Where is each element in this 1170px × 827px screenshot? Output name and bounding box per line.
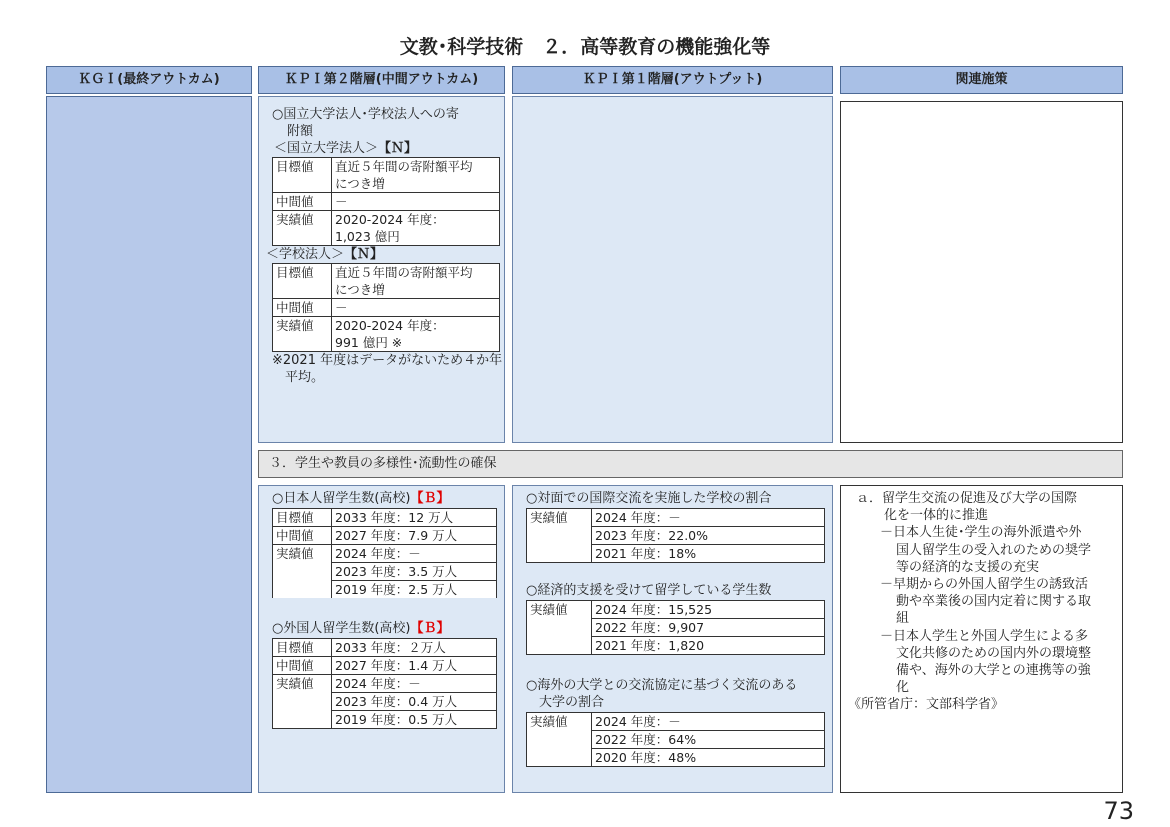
cell-value: 2023 年度：0.4 万人 — [332, 693, 497, 711]
foreign-students-table — [272, 638, 497, 729]
national-univ-table — [272, 157, 500, 246]
school-corp-tag: 【Ｎ】 — [344, 247, 384, 262]
cell-value: 991 億円 ※ — [335, 335, 403, 350]
policy-item: ａ．留学生交流の促進及び大学の国際 — [856, 491, 1078, 506]
cell-value: 2020-2024 年度： — [335, 318, 445, 333]
cell-value: 2024 年度：－ — [332, 675, 497, 693]
cell-value: 2024 年度：－ — [592, 713, 825, 731]
table-row — [273, 158, 500, 193]
school-corp-label: ＜学校法人＞ — [266, 247, 345, 262]
cell-key: 目標値 — [273, 639, 332, 657]
cell-value: 1,023 億円 — [335, 229, 400, 244]
header-policy: 関連施策 — [840, 66, 1123, 94]
exchange-schools-table — [526, 508, 825, 563]
national-univ-label: ＜国立大学法人＞ — [274, 141, 379, 156]
cell-key: 実績値 — [273, 211, 332, 246]
table-row — [273, 657, 497, 675]
top-kpi1-box — [512, 96, 833, 443]
exchange-agreement-heading-line2: 大学の割合 — [539, 695, 605, 710]
table-row — [273, 545, 497, 563]
policy-item: 文化共修のための国内外の環境整 — [896, 645, 1092, 661]
table-row — [273, 211, 500, 246]
cell-key: 目標値 — [273, 264, 332, 299]
cell-value: につき増 — [335, 282, 385, 297]
donation-kpi-block — [266, 106, 503, 386]
policy-list — [848, 490, 1092, 714]
funded-students-block — [526, 582, 825, 655]
cell-value: 2027 年度：7.9 万人 — [332, 527, 497, 545]
donation-note-line2: 平均。 — [285, 370, 325, 385]
policy-item: 化 — [896, 680, 910, 696]
japanese-students-block — [272, 490, 497, 598]
cell-value: 2019 年度：2.5 万人 — [332, 581, 497, 599]
exchange-agreement-block — [526, 677, 825, 767]
policy-item: 動や卒業後の国内定着に関する取 — [896, 594, 1092, 610]
cell-value: 2020-2024 年度： — [335, 212, 445, 227]
cell-value: 2020 年度：48% — [592, 749, 825, 767]
policy-item: 化を一体的に推進 — [884, 508, 989, 524]
cell-value: 2024 年度：－ — [592, 509, 825, 527]
cell-key: 実績値 — [273, 545, 332, 599]
exchange-schools-heading: ○対面での国際交流を実施した学校の割合 — [526, 491, 772, 506]
national-univ-tag: 【Ｎ】 — [378, 141, 418, 156]
header-kpi1: ＫＰＩ第１階層(アウトプット) — [512, 66, 833, 94]
table-row — [273, 317, 500, 352]
cell-key: 目標値 — [273, 509, 332, 527]
cell-value: 2022 年度：64% — [592, 731, 825, 749]
cell-value: 2033 年度：２万人 — [332, 639, 497, 657]
cell-key: 中間値 — [273, 657, 332, 675]
japanese-students-heading: ○日本人留学生数(高校) — [272, 491, 411, 506]
table-row — [273, 639, 497, 657]
cell-key: 実績値 — [527, 713, 592, 767]
policy-item: 等の経済的な支援の充実 — [896, 559, 1040, 575]
table-row — [273, 193, 500, 211]
funded-students-table — [526, 600, 825, 655]
cell-value: 2027 年度：1.4 万人 — [332, 657, 497, 675]
table-row — [273, 527, 497, 545]
cell-key: 目標値 — [273, 158, 332, 193]
top-policy-box — [840, 101, 1123, 443]
foreign-students-tag: 【Ｂ】 — [410, 621, 450, 636]
table-row — [273, 264, 500, 299]
cell-key: 実績値 — [273, 675, 332, 729]
funded-students-heading: ○経済的支援を受けて留学している学生数 — [526, 583, 772, 598]
cell-key: 実績値 — [527, 601, 592, 655]
cell-key: 中間値 — [273, 193, 332, 211]
japanese-students-tag: 【Ｂ】 — [410, 491, 450, 506]
exchange-agreement-table — [526, 712, 825, 767]
policy-item: －早期からの外国人留学生の誘致活 — [880, 577, 1089, 593]
table-row — [273, 509, 497, 527]
cell-value: 2022 年度：9,907 — [592, 619, 825, 637]
school-corp-table — [272, 263, 500, 352]
policy-item: －日本人学生と外国人学生による多 — [880, 628, 1089, 644]
cell-value: 2023 年度：3.5 万人 — [332, 563, 497, 581]
cell-value: － — [332, 193, 500, 211]
table-row — [527, 509, 825, 527]
policy-item: 組 — [896, 611, 910, 627]
exchange-schools-block — [526, 490, 825, 563]
cell-value: 2024 年度：15,525 — [592, 601, 825, 619]
table-row — [527, 713, 825, 731]
cell-value: につき増 — [335, 176, 385, 191]
table-row — [273, 675, 497, 693]
policy-ministry: 《所管省庁：文部科学省》 — [848, 697, 1005, 713]
cell-value: 直近５年間の寄附額平均 — [335, 265, 473, 280]
table-row — [273, 299, 500, 317]
exchange-agreement-heading-line1: ○海外の大学との交流協定に基づく交流のある — [526, 678, 798, 693]
donation-heading-line2: 附額 — [287, 124, 314, 139]
policy-item: －日本人生徒･学生の海外派遣や外 — [880, 525, 1082, 541]
section-3-heading: ３．学生や教員の多様性･流動性の確保 — [258, 450, 1123, 478]
header-kpi2: ＫＰＩ第２階層(中間アウトカム) — [258, 66, 505, 94]
japanese-students-table — [272, 508, 497, 598]
cell-key: 実績値 — [273, 317, 332, 352]
cell-value: 2019 年度：0.5 万人 — [332, 711, 497, 729]
cell-value: － — [332, 299, 500, 317]
donation-note-line1: ※2021 年度はデータがないため４か年 — [272, 353, 503, 368]
cell-value: 2024 年度：－ — [332, 545, 497, 563]
page-number: 73 — [1103, 797, 1134, 825]
policy-item: 備や、海外の大学との連携等の強 — [896, 663, 1091, 679]
cell-value: 直近５年間の寄附額平均 — [335, 159, 473, 174]
foreign-students-block — [272, 620, 497, 729]
table-row — [527, 601, 825, 619]
donation-heading-line1: ○国立大学法人･学校法人への寄 — [272, 107, 459, 122]
cell-key: 中間値 — [273, 299, 332, 317]
cell-value: 2023 年度：22.0% — [592, 527, 825, 545]
cell-value: 2021 年度：18% — [592, 545, 825, 563]
header-kgi: ＫＧＩ(最終アウトカム) — [46, 66, 252, 94]
policy-item: 国人留学生の受入れのための奨学 — [896, 542, 1092, 558]
kgi-column — [46, 96, 252, 793]
foreign-students-heading: ○外国人留学生数(高校) — [272, 621, 411, 636]
cell-value: 2033 年度：12 万人 — [332, 509, 497, 527]
cell-key: 実績値 — [527, 509, 592, 563]
cell-key: 中間値 — [273, 527, 332, 545]
cell-value: 2021 年度：1,820 — [592, 637, 825, 655]
page-title: 文教･科学技術 ２．高等教育の機能強化等 — [399, 36, 771, 58]
